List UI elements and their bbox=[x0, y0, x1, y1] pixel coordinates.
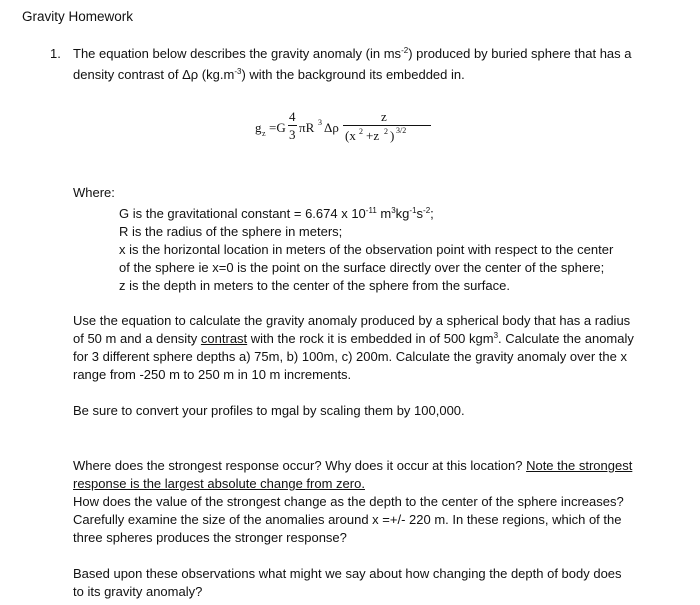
eq-pi-r: πR bbox=[299, 120, 315, 135]
question-depth-change: How does the value of the strongest change as the depth to the center of the sphere increases? bbox=[73, 494, 624, 509]
task-line-1: Use the equation to calculate the gravity anomaly produced by a spherical body that has a radius bbox=[73, 313, 631, 328]
final-question-2: to its gravity anomaly? bbox=[73, 584, 203, 599]
question-number: 1. bbox=[50, 46, 61, 61]
final-question-1: Based upon these observations what might we say about how changing the depth of body does bbox=[73, 566, 622, 581]
eq-den-open: (x bbox=[345, 128, 356, 143]
r-definition: R is the radius of the sphere in meters; bbox=[119, 224, 343, 239]
eq-frac-den: 3 bbox=[289, 127, 296, 142]
g-definition: G is the gravitational constant = 6.674 x $10^{-11}$ $m^3kg^{-1}s^{-2}$; bbox=[119, 206, 434, 221]
intro-line-2: density contrast of Δρ $(kg.m^{-3})$ with the background its embedded in. bbox=[73, 67, 465, 82]
convert-note: Be sure to convert your profiles to mgal by scaling them by 100,000. bbox=[73, 403, 465, 418]
eq-den-plus: +z bbox=[366, 128, 380, 143]
x-definition-1: x is the horizontal location in meters of the observation point with respect to the center bbox=[119, 242, 614, 257]
intro-line-1: The equation below describes the gravity anomaly (in $ms^{-2}$) produced by buried sphere that has a bbox=[73, 46, 632, 61]
eq-lhs: g bbox=[255, 120, 262, 135]
eq-equals-g: =G bbox=[269, 120, 286, 135]
question-220m-2: three spheres produces the stronger response? bbox=[73, 530, 347, 545]
eq-den-x-exp: 2 bbox=[359, 127, 363, 136]
eq-lhs-sub: z bbox=[262, 129, 266, 138]
eq-r-exp: 3 bbox=[318, 118, 322, 127]
eq-den-close: ) bbox=[390, 128, 395, 143]
where-label: Where: bbox=[73, 185, 115, 200]
question-strongest-2: response is the largest absolute change from zero. bbox=[73, 476, 365, 491]
task-line-4: range from -250 m to 250 m in 10 m increments. bbox=[73, 367, 352, 382]
question-strongest-1: Where does the strongest response occur? Why does it occur at this location? Note the strongest bbox=[73, 458, 633, 473]
eq-frac-num: 4 bbox=[289, 109, 296, 124]
gravity-equation bbox=[255, 107, 445, 157]
eq-den-exp: 3/2 bbox=[396, 126, 407, 135]
eq-delta-rho: Δρ bbox=[324, 120, 339, 135]
task-line-3: for 3 different sphere depths a) 75m, b) 100m, c) 200m. Calculate the gravity anomaly over the x bbox=[73, 349, 627, 364]
page-title: Gravity Homework bbox=[22, 9, 134, 24]
x-definition-2: of the sphere ie x=0 is the point on the surface directly over the center of the sphere; bbox=[119, 260, 605, 275]
task-line-2: of 50 m and a density contrast with the rock it is embedded in of 500 kgm$^3$. Calculate the anomaly bbox=[73, 331, 634, 346]
eq-numerator: z bbox=[381, 109, 387, 124]
question-220m-1: Carefully examine the size of the anomalies around x =+/- 220 m. In these regions, which of the bbox=[73, 512, 622, 527]
z-definition: z is the depth in meters to the center of the sphere from the surface. bbox=[119, 278, 510, 293]
eq-den-z-exp: 2 bbox=[384, 127, 388, 136]
